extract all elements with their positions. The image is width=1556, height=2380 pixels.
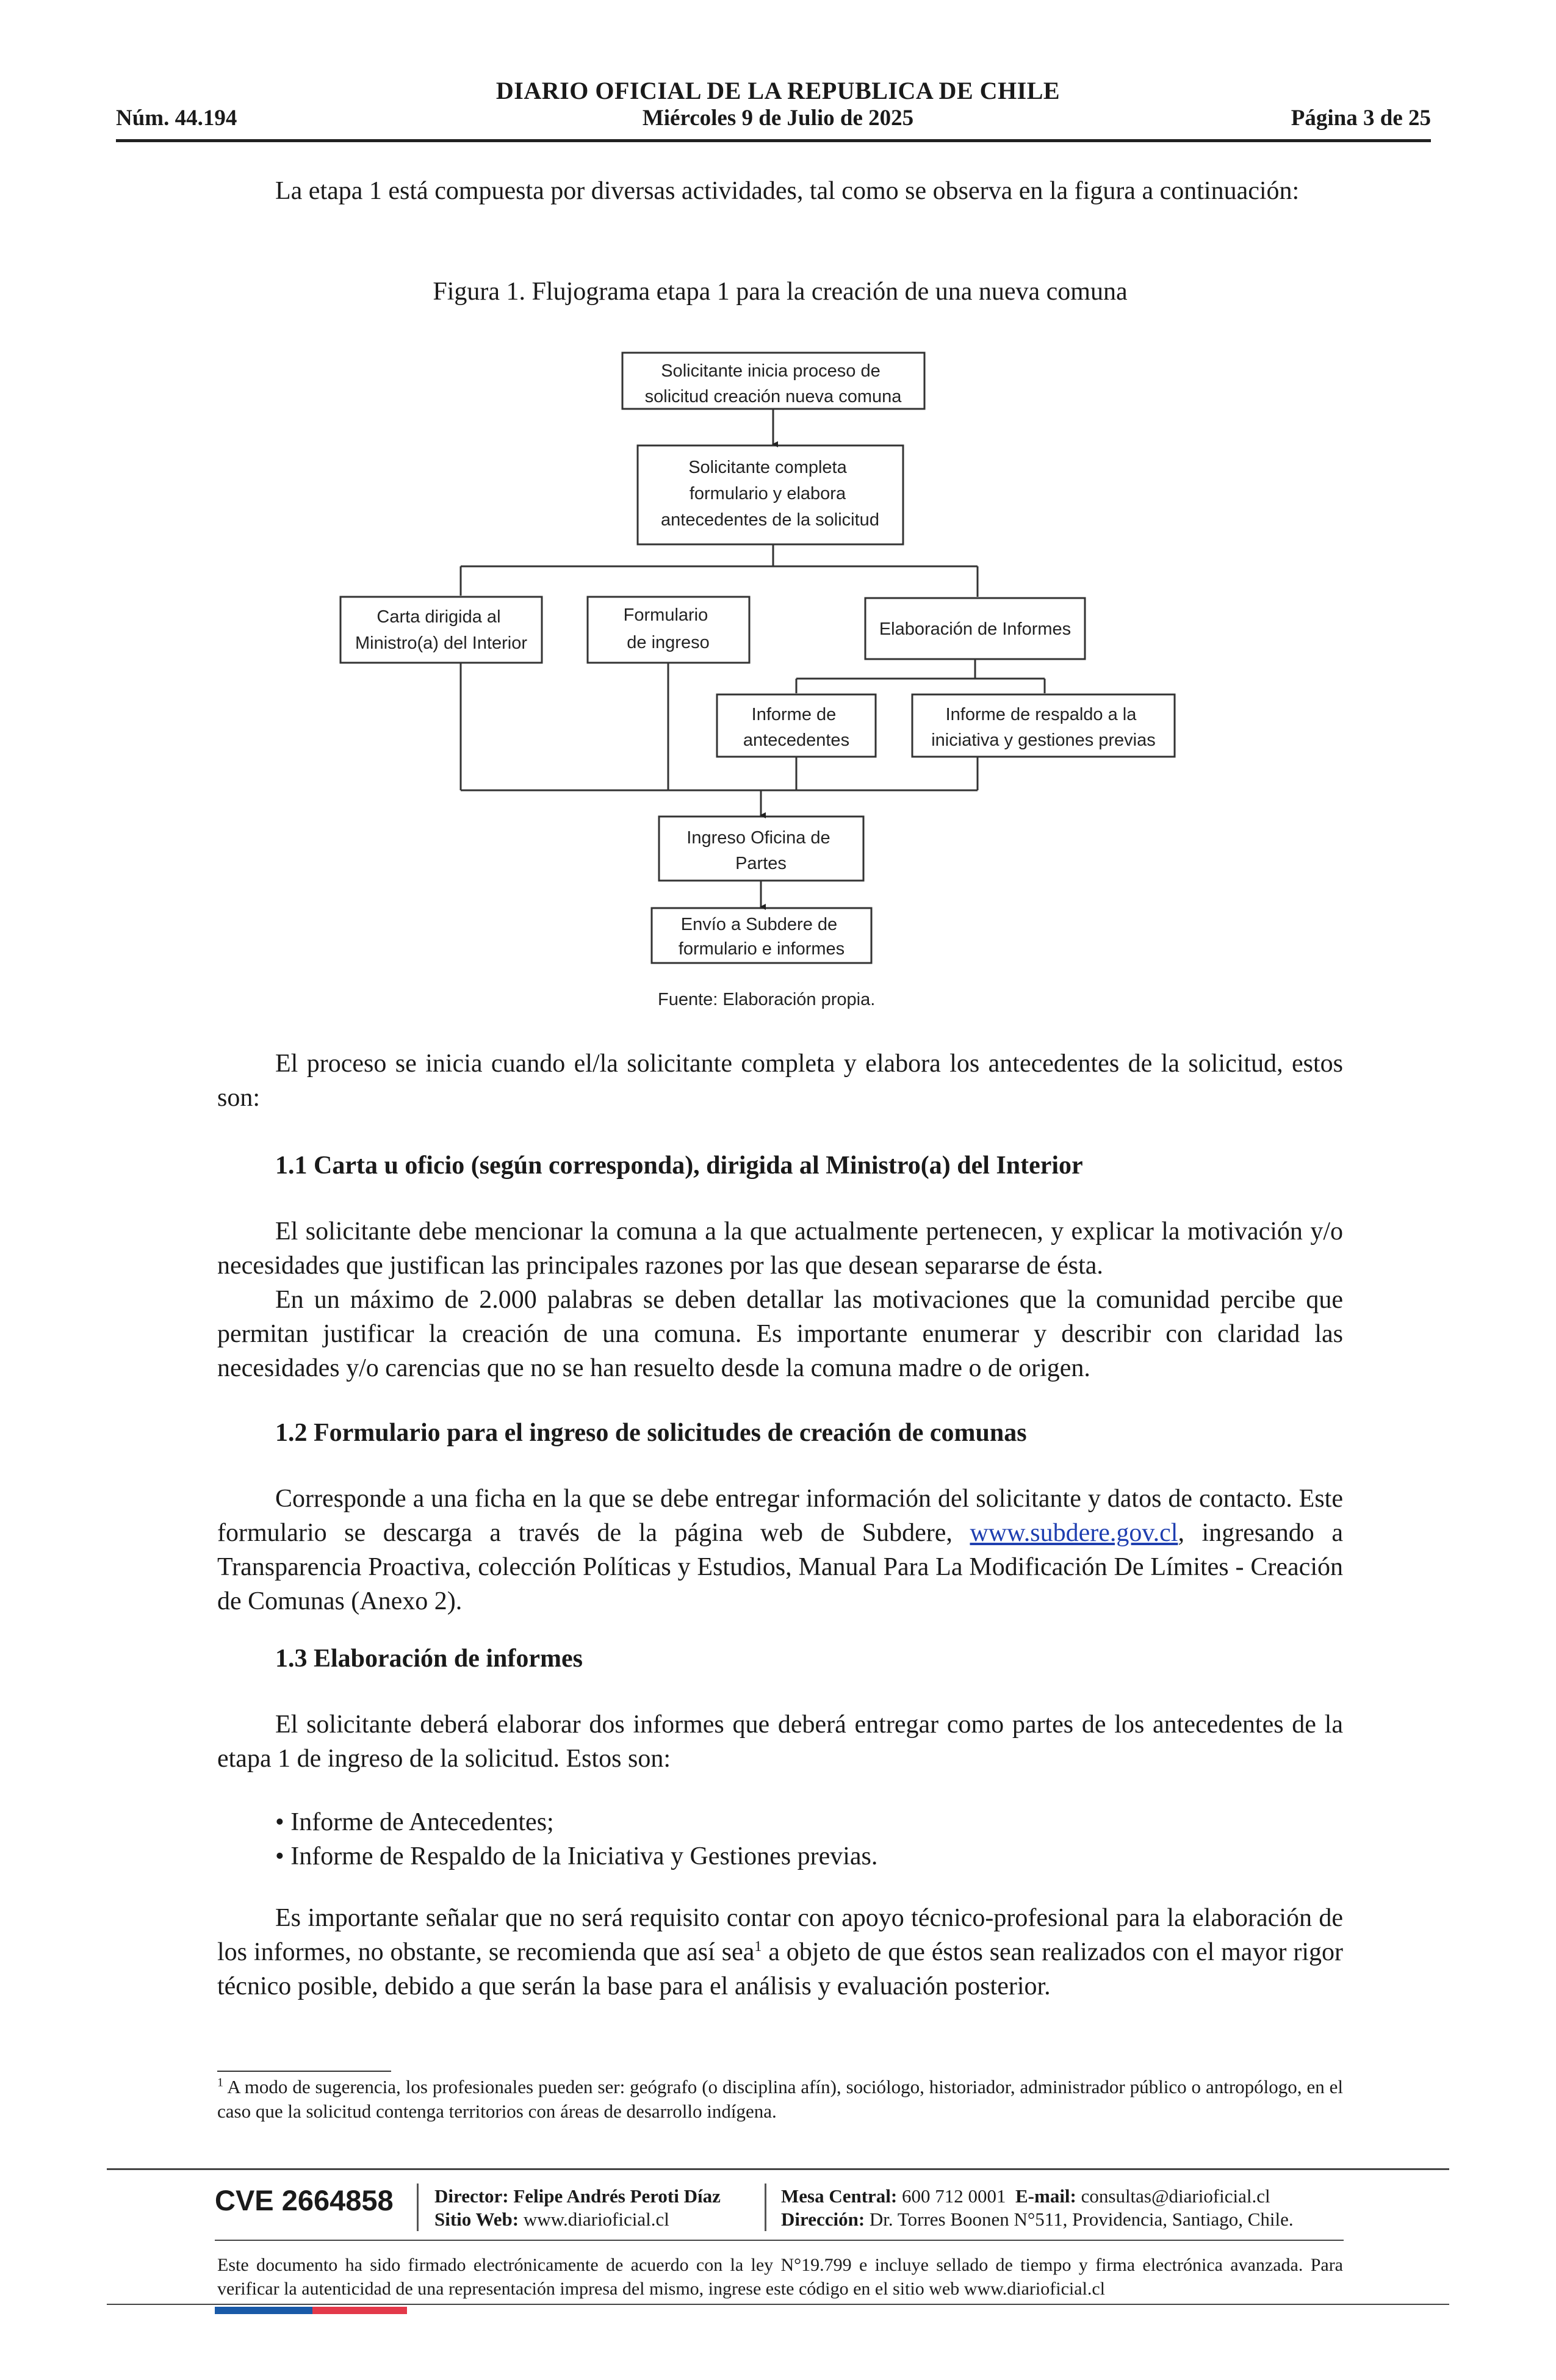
section-heading-1-2: 1.2 Formulario para el ingreso de solicitudes de creación de comunas xyxy=(275,1419,1027,1447)
node-form-label: Formulario de ingreso xyxy=(623,605,710,652)
footnote: $^1$ A modo de sugerencia, los profesionales pueden ser: geógrafo (o disciplina afín), sociólogo, historiador, administrador público o antropólogo, en el caso que la solicitud contenga territorios con áreas de desarrollo indígena. xyxy=(217,2075,1343,2122)
footer-director-block: Director: Felipe Andrés Peroti Díaz Sitio Web: www.diarioficial.cl xyxy=(434,2185,721,2230)
header-rule xyxy=(116,139,1431,142)
node-send-label: Envío a Subdere de formulario e informes xyxy=(678,915,845,959)
footer-contact-block: Mesa Central: 600 712 0001 E-mail: consultas@diarioficial.cl Dirección: Dr. Torres Boonen N°511, Providencia, Santiago, Chile. xyxy=(781,2185,1294,2230)
newspaper-title: DIARIO OFICIAL DE LA REPUBLICA DE CHILE xyxy=(495,77,1061,104)
paragraph-technical-support: Es importante señalar que no será requisito contar con apoyo técnico-profesional para la elaboración de los informes, no obstante, se recomienda que así sea$^1$ a objeto de que éstos sean realizados con el mayor rigor técnico posible, debido a que serán la base para el análisis y evaluación posterior. xyxy=(217,1904,1343,2000)
list-item: • Informe de Antecedentes; xyxy=(275,1805,1343,1839)
paragraph-reports: El solicitante deberá elaborar dos informes que deberá entregar como partes de los antecedentes de la etapa 1 de ingreso de la solicitud. Estos son: xyxy=(217,1711,1343,1773)
paragraph-form: Corresponde a una ficha en la que se debe entregar información del solicitante y datos de contacto. Este formulario se descarga a través de la página web de Subdere, www.subdere.gov.cl, ingresando a Transparencia Proactiva, colección Políticas y Estudios, Manual Para La Modificación De Límites - Creación de Comunas (Anexo 2). xyxy=(217,1485,1343,1615)
cve-code: CVE 2664858 xyxy=(215,2184,394,2216)
footnote-rule xyxy=(217,2071,391,2072)
footer-top-rule xyxy=(107,2168,1449,2170)
list-item: • Informe de Respaldo de la Iniciativa y Gestiones previas. xyxy=(275,1839,1343,1873)
node-letter-label: Carta dirigida al Ministro(a) del Interior xyxy=(355,607,528,653)
paragraph-letter-motivation: El solicitante debe mencionar la comuna a la que actualmente pertenecen, y explicar la motivación y/o necesidades que justifican las principales razones por las que desean separarse de ésta. xyxy=(217,1217,1343,1280)
paragraph-letter-word-limit: En un máximo de 2.000 palabras se deben detallar las motivaciones que la comunidad percibe que permitan justificar la creación de una comuna. Es importante enumerar y describir con claridad las necesidades y/o carencias que no se han resuelto desde la comuna madre o de origen. xyxy=(217,1286,1343,1382)
node-start-label: Solicitante inicia proceso de solicitud creación nueva comuna xyxy=(644,361,902,406)
flowchart xyxy=(330,342,1233,1019)
node-background-report-label: Informe de antecedentes xyxy=(743,705,850,750)
footer-mid-rule xyxy=(215,2240,1344,2241)
footer-separator xyxy=(765,2183,766,2231)
node-reports-label: Elaboración de Informes xyxy=(879,619,1072,639)
figure-caption: Figura 1. Flujograma etapa 1 para la creación de una nueva comuna xyxy=(433,278,1128,306)
issue-date: Miércoles 9 de Julio de 2025 xyxy=(642,106,914,131)
flag-bar-red xyxy=(312,2307,407,2314)
page-number: Página 3 de 25 xyxy=(1291,106,1431,131)
footnote-reference[interactable]: 1 xyxy=(754,1939,762,1955)
node-support-report-label: Informe de respaldo a la iniciativa y gestiones previas xyxy=(931,705,1156,750)
subdere-link[interactable]: www.subdere.gov.cl xyxy=(970,1519,1178,1547)
node-complete-label: Solicitante completa formulario y elabora antecedentes de la solicitud xyxy=(661,458,879,530)
intro-paragraph: La etapa 1 está compuesta por diversas actividades, tal como se observa en la figura a continuación: xyxy=(275,177,1300,205)
flag-bar-blue xyxy=(215,2307,312,2314)
section-heading-1-1: 1.1 Carta u oficio (según corresponda), dirigida al Ministro(a) del Interior xyxy=(275,1152,1083,1180)
issue-number: Núm. 44.194 xyxy=(116,106,237,131)
reports-list xyxy=(217,1805,1343,1873)
node-office-label: Ingreso Oficina de Partes xyxy=(686,828,830,873)
footer-separator xyxy=(417,2183,419,2231)
footer-bottom-rule xyxy=(107,2304,1449,2305)
electronic-signature-note: Este documento ha sido firmado electrónicamente de acuerdo con la ley N°19.799 e incluye sellado de tiempo y firma electrónica avanzada. Para verificar la autenticidad de una representación impresa del mismo, ingrese este código en el sitio web www.diarioficial.cl xyxy=(217,2255,1343,2299)
figure-source: Fuente: Elaboración propia. xyxy=(658,990,876,1009)
paragraph-process-start: El proceso se inicia cuando el/la solicitante completa y elabora los antecedentes de la solicitud, estos son: xyxy=(217,1050,1343,1112)
section-heading-1-3: 1.3 Elaboración de informes xyxy=(275,1645,583,1673)
